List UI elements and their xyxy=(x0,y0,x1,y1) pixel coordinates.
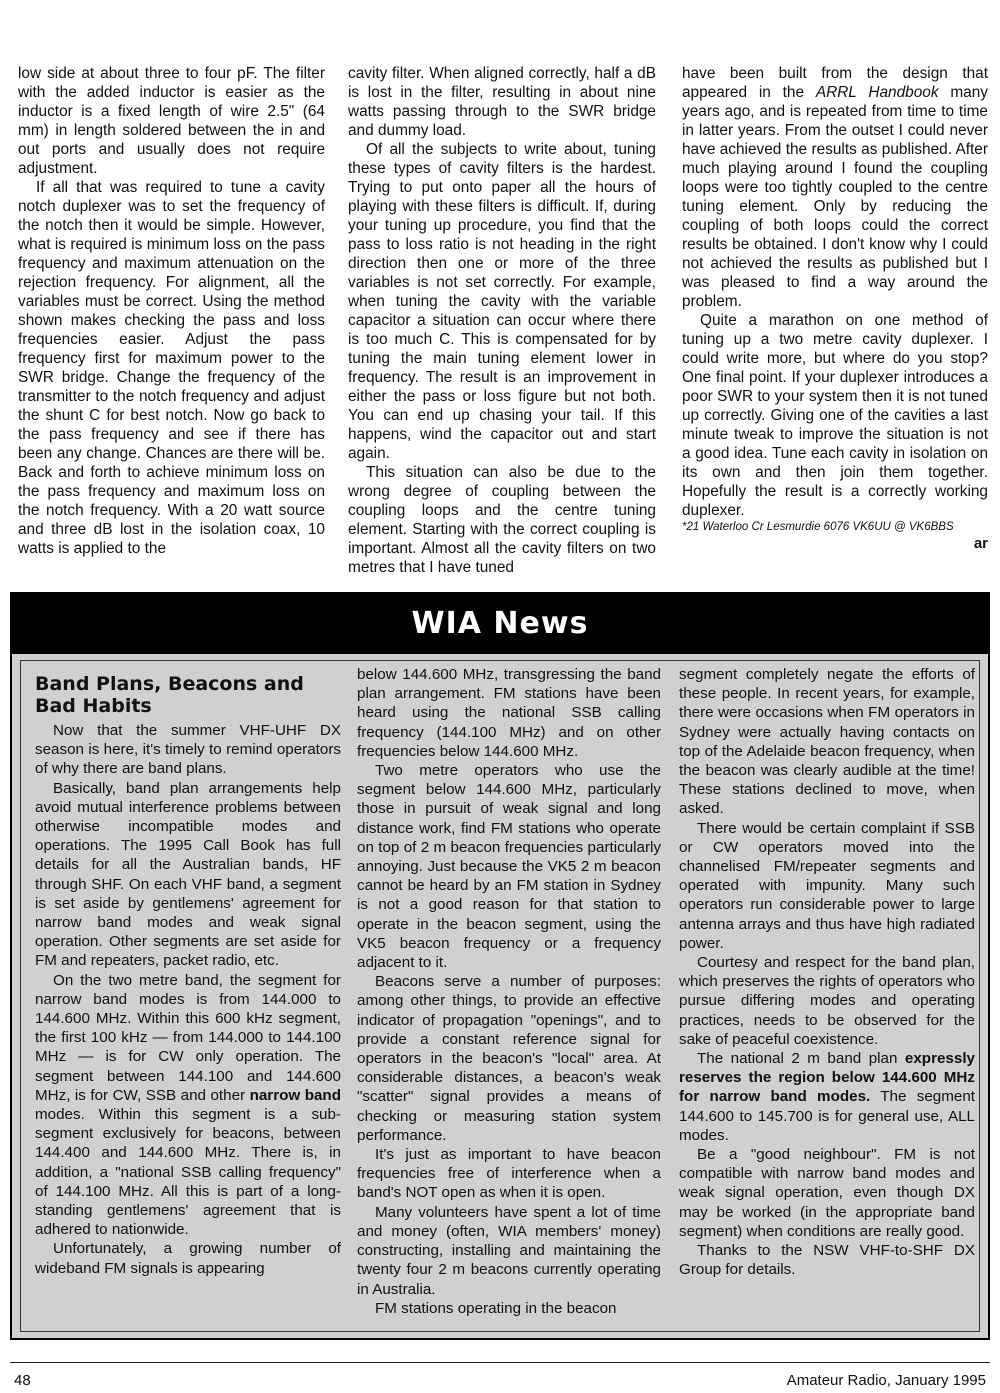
paragraph: cavity filter. When aligned correctly, half a dB is lost in the filter, resulting in about nine watts passing through to the SWR bridge and dummy load. xyxy=(348,65,656,139)
paragraph: Of all the subjects to write about, tuning these types of cavity filters is the hardest. Trying to put onto paper all the hours of playing with these filters is difficult. If, during your tuning up procedure, you find that the pass to loss ratio is not heading in the right direction then one or more of the three variables is not set correctly. For example, when tuning the cavity with the variable capacitor a situation can occur where there is too much C. This is compensated for by tuning the main tuning element lower in frequency. The result is an improvement in either the pass or loss figure but not both. You can end up chasing your tail. If this happens, wind the capacitor out and start again. xyxy=(348,141,656,462)
paragraph: There would be certain complaint if SSB or CW operators moved into the channelised FM/repeater segments and operated with impunity. Many such operators run considerable power to large antenna arrays and thus have high radiated power. xyxy=(679,819,975,952)
paragraph xyxy=(679,1049,975,1145)
news-column-1 xyxy=(35,669,341,1278)
news-column-2 xyxy=(357,665,661,1318)
paragraph: Courtesy and respect for the band plan, which preserves the rights of operators who pursue differing modes and operating practices, needs to be observed for the sake of peaceful coexistence. xyxy=(679,954,975,1048)
text-run: many years ago, and is repeated from time to time in latter years. From the outset I could never have achieved the results as published. After much playing around I found the coupling loops were too tightly coupled to the centre tuning element. Only by reducing the coupling of both loops could the correct results be obtained. I don't know why I could not achieved the results as published but I was pleased to find a way around the problem. xyxy=(682,84,988,310)
paragraph xyxy=(682,64,988,311)
paragraph: FM stations operating in the beacon xyxy=(375,1299,617,1317)
paragraph: low side at about three to four pF. The filter with the added inductor is easier as the inductor is a fixed length of wire 2.5" (64 mm) in length soldered between the in and out ports and usually does not require adjustment. xyxy=(18,65,325,177)
paragraph: Be a "good neighbour". FM is not compatible with narrow band modes and weak signal operation, even though DX may be worked (in the appropriate band segment) when conditions are really good. xyxy=(679,1146,975,1240)
paragraph: It's just as important to have beacon frequencies free of interference when a band's NOT open as when it is open. xyxy=(357,1146,661,1202)
wia-news-box xyxy=(10,592,990,1340)
paragraph xyxy=(35,971,341,1240)
text-run: have been built from the design that appeared in the xyxy=(682,65,988,101)
article-column-1 xyxy=(18,64,325,558)
text-run: modes. Within this segment is a sub-segment exclusively for beacons, between 144.400 and 144.600 MHz. There is, in addition, a "national SSB calling frequency" of 144.100 MHz. All this is part of a long-standing gentlemens' agreement that is adhered to nationwide. xyxy=(35,1106,341,1239)
paragraph: If all that was required to tune a cavity notch duplexer was to set the frequency of the notch then it would be simple. However, what is required is minimum loss on the pass frequency and maximum attenuation on the rejection frequency. For alignment, all the variables must be correct. Using the method shown makes checking the pass and loss frequencies easier. Adjust the pass frequency first for maximum power to the SWR bridge. Change the frequency of the transmitter to the notch frequency and adjust the shunt C for best notch. Now go back to the pass frequency and see if there has been any change. Chances are there will be. Back and forth to achieve minimum loss on the pass frequency and maximum loss on the notch frequency. With a 20 watt source and three dB lost in the isolation coax, 10 watts is applied to the xyxy=(18,179,325,557)
footer-rule xyxy=(10,1362,990,1363)
page-number: 48 xyxy=(14,1372,31,1389)
italic-title: ARRL Handbook xyxy=(815,84,939,101)
paragraph: segment completely negate the efforts of these people. In recent years, for example, there were occasions when FM operators in Sydney were actually having contacts on top of the Adelaide beacon frequency, when the beacon was clearly audible at the time! These stations declined to move, when asked. xyxy=(679,666,975,818)
paragraph: Now that the summer VHF-UHF DX season is here, it's timely to remind operators of why there are band plans. xyxy=(35,722,341,778)
news-header: WIA News xyxy=(12,594,988,654)
paragraph: Beacons serve a number of purposes: among other things, to provide an effective indicator of propagation "openings", and to provide a constant reference signal for operators in the beacon's "local" area. At considerable distances, a beacon's weak "scatter" signal provides a means of checking or measuring station system performance. xyxy=(357,973,661,1144)
news-headline: Band Plans, Beacons and Bad Habits xyxy=(35,673,304,717)
article-column-2 xyxy=(348,64,656,577)
bold-text: expressly reserves the region below 144.600 MHz for narrow band modes. xyxy=(679,1050,975,1106)
paragraph: This situation can also be due to the wrong degree of coupling between the coupling loops and the centre tuning element. Starting with the correct coupling is important. Almost all the cavity filters on two metres that I have tuned xyxy=(348,464,656,576)
news-column-3 xyxy=(679,665,975,1280)
paragraph: below 144.600 MHz, transgressing the band plan arrangement. FM stations have been heard using the national SSB calling frequency (144.100 MHz) and on other frequencies below 144.600 MHz. xyxy=(357,666,661,760)
article-column-3 xyxy=(682,64,988,553)
text-run: The segment 144.600 to 145.700 is for general use, ALL modes. xyxy=(679,1088,975,1144)
end-mark: ar xyxy=(973,535,988,552)
paragraph: Basically, band plan arrangements help avoid mutual interference problems between otherwise incompatible modes and operations. The 1995 Call Book has full details for all the Australian bands, HF through SHF. On each VHF band, a segment is set aside by gentlemens' agreement for narrow band modes and weak signal operation. Other segments are set aside for FM and repeaters, packet radio, etc. xyxy=(35,779,341,970)
paragraph: Two metre operators who use the segment below 144.600 MHz, particularly those in pursuit of weak signal and long distance work, find FM stations who operate on top of 2 m beacon frequencies particularly annoying. Just because the VK5 2 m beacon cannot be heard by an FM station in Sydney is not a good reason for that station to operate in the beacon segment, using the VK5 beacon frequency or a frequency adjacent to it. xyxy=(357,762,661,972)
author-note: *21 Waterloo Cr Lesmurdie 6076 VK6UU @ VK6BBS xyxy=(682,521,954,533)
text-run: The national 2 m band plan xyxy=(697,1050,905,1068)
text-run: On the two metre band, the segment for narrow band modes is from 144.000 to 144.600 MHz. Within this 600 kHz segment, the first 100 kHz — from 144.000 to 144.100 MHz — is for CW only operation. The segment between 144.100 and 144.600 MHz, is for CW, SSB and other xyxy=(35,971,341,1104)
paragraph: Thanks to the NSW VHF-to-SHF DX Group for details. xyxy=(679,1242,975,1279)
paragraph: Quite a marathon on one method of tuning up a two metre cavity duplexer. I could write more, but where do you stop? One final point. If your duplexer introduces a poor SWR to your system then it is not tuned up correctly. Giving one of the cavities a last minute tweak to improve the situation is not a good idea. Tune each cavity in isolation on its own and then join them together. Hopefully the result is a correctly working duplexer. xyxy=(682,312,988,519)
publication-footer: Amateur Radio, January 1995 xyxy=(786,1372,986,1389)
bold-text: narrow band xyxy=(249,1086,341,1104)
paragraph: Many volunteers have spent a lot of time and money (often, WIA members' money) constructing, installing and maintaining the twenty four 2 m beacons currently operating in Australia. xyxy=(357,1203,661,1298)
news-content xyxy=(20,660,980,1332)
paragraph: Unfortunately, a growing number of wideband FM signals is appearing xyxy=(35,1240,341,1277)
